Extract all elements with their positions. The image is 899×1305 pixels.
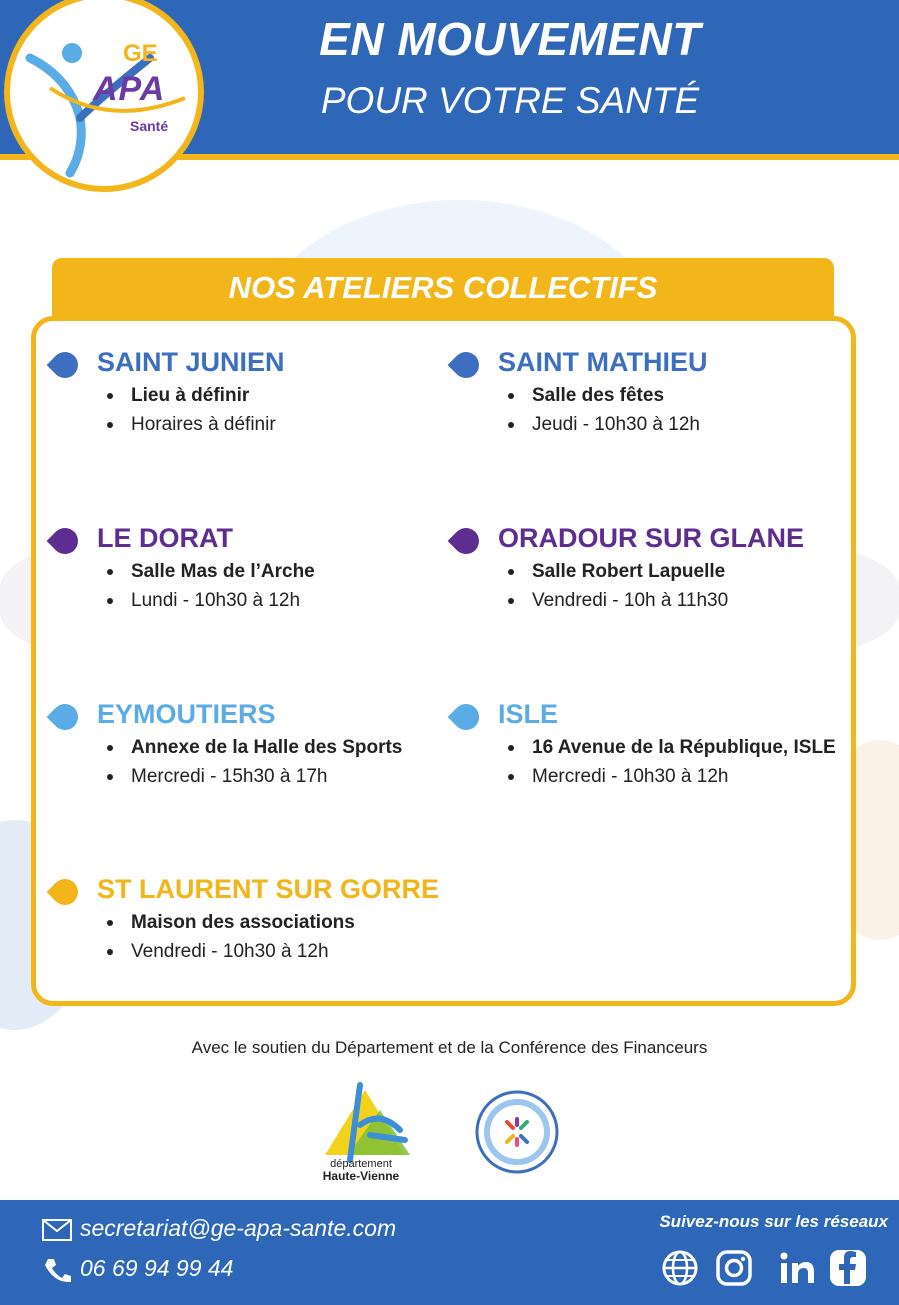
email-text[interactable]: secretariat@ge-apa-sante.com <box>80 1215 397 1241</box>
location-name: SAINT MATHIEU <box>498 347 708 377</box>
location-name: LE DORAT <box>97 523 233 553</box>
instagram-icon[interactable] <box>714 1248 754 1288</box>
location-name: SAINT JUNIEN <box>97 347 285 377</box>
email-icon <box>42 1219 72 1241</box>
phone-text[interactable]: 06 69 94 99 44 <box>80 1255 234 1281</box>
location-schedule: Mercredi - 10h30 à 12h <box>508 762 836 791</box>
location-schedule: Vendredi - 10h30 à 12h <box>107 937 355 966</box>
location-place: Lieu à définir <box>107 381 276 410</box>
footer <box>0 1200 899 1305</box>
departement-line2: Haute-Vienne <box>322 1169 400 1183</box>
location-name: EYMOUTIERS <box>97 699 276 729</box>
departement-line1: département <box>330 1158 392 1170</box>
facebook-icon[interactable] <box>828 1248 868 1288</box>
location-place: Salle Robert Lapuelle <box>508 557 728 586</box>
departement-label <box>296 1158 426 1182</box>
location-place: 16 Avenue de la République, ISLE <box>508 733 836 762</box>
support-text: Avec le soutien du Département et de la Conférence des Financeurs <box>191 1038 708 1057</box>
conference-financeurs-logo <box>474 1089 560 1175</box>
location-schedule: Mercredi - 15h30 à 17h <box>107 762 402 791</box>
email-contact[interactable] <box>42 1215 396 1242</box>
location-schedule: Jeudi - 10h30 à 12h <box>508 410 700 439</box>
logo-text-sante: Santé <box>130 118 169 134</box>
globe-icon[interactable] <box>660 1248 700 1288</box>
follow-text: Suivez-nous sur les réseaux <box>659 1212 888 1231</box>
location-schedule: Vendredi - 10h à 11h30 <box>508 586 728 615</box>
location-place: Salle Mas de l’Arche <box>107 557 315 586</box>
location-schedule: Horaires à définir <box>107 410 276 439</box>
location-name: ST LAURENT SUR GORRE <box>97 874 440 904</box>
location-pin-icon <box>47 523 84 560</box>
location-pin-icon <box>47 347 84 384</box>
location-pin-icon <box>448 347 485 384</box>
ge-apa-logo <box>4 0 204 192</box>
location-name: ISLE <box>498 699 559 729</box>
phone-icon <box>42 1257 72 1283</box>
location-pin-icon <box>47 699 84 736</box>
location-place: Salle des fêtes <box>508 381 700 410</box>
location-pin-icon <box>47 874 84 911</box>
ateliers-box <box>31 316 856 1006</box>
location-pin-icon <box>448 523 485 560</box>
location-place: Annexe de la Halle des Sports <box>107 733 402 762</box>
logo-text-ge: GE <box>123 40 158 67</box>
location-place: Maison des associations <box>107 908 355 937</box>
ateliers-tab <box>52 258 834 324</box>
section-title: NOS ATELIERS COLLECTIFS <box>228 270 658 305</box>
location-name: ORADOUR SUR GLANE <box>498 523 805 553</box>
location-pin-icon <box>448 699 485 736</box>
location-schedule: Lundi - 10h30 à 12h <box>107 586 315 615</box>
header-title: EN MOUVEMENT <box>319 13 701 65</box>
phone-contact[interactable] <box>42 1255 233 1283</box>
header-subtitle: POUR VOTRE SANTÉ <box>320 80 700 121</box>
logo-text-apa: APA <box>93 70 166 108</box>
linkedin-icon[interactable] <box>778 1248 818 1288</box>
